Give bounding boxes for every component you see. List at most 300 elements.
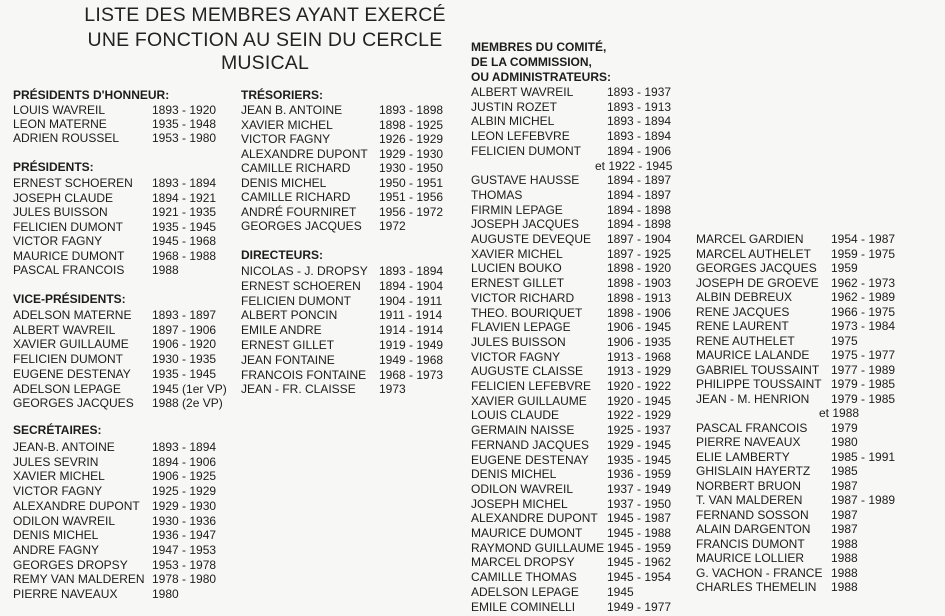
member-name: ALBERT PONCIN bbox=[241, 308, 338, 323]
member-row bbox=[13, 469, 243, 484]
member-row bbox=[471, 144, 701, 159]
member-years: 1973 - 1984 bbox=[831, 319, 896, 333]
member-row bbox=[13, 220, 243, 235]
member-years: 1926 - 1929 bbox=[379, 132, 444, 146]
member-years: 1977 - 1989 bbox=[831, 362, 896, 377]
member-row bbox=[696, 566, 926, 581]
member-name: CAMILLE THOMAS bbox=[471, 570, 577, 585]
member-row bbox=[471, 526, 701, 541]
member-name: ALEXANDRE DUPONT bbox=[13, 498, 140, 513]
member-name: AUGUSTE CLAISSE bbox=[471, 364, 584, 379]
member-row bbox=[13, 396, 243, 411]
member-row bbox=[471, 203, 701, 218]
member-name: LOUIS CLAUDE bbox=[471, 408, 560, 423]
member-name: JUSTIN ROZET bbox=[471, 99, 557, 114]
member-name: ADELSON MATERNE bbox=[13, 308, 132, 322]
member-name: JOSEPH DE GROEVE bbox=[696, 275, 819, 290]
member-row bbox=[471, 173, 701, 188]
member-name: JULES BUISSON bbox=[471, 334, 566, 349]
member-years: 1925 - 1937 bbox=[607, 423, 672, 438]
member-row bbox=[241, 219, 471, 234]
member-name: REMY VAN MALDEREN bbox=[13, 572, 145, 587]
member-row bbox=[13, 499, 243, 514]
member-years: 1906 - 1920 bbox=[152, 337, 217, 352]
member-years: 1956 - 1972 bbox=[379, 204, 444, 219]
member-years: 1945 - 1954 bbox=[607, 570, 672, 585]
member-row bbox=[13, 484, 243, 499]
member-row bbox=[13, 455, 243, 470]
member-years: 1968 - 1988 bbox=[152, 248, 217, 263]
member-row bbox=[696, 377, 926, 392]
member-years: 1985 - 1991 bbox=[831, 449, 896, 464]
section-header-tresoriers: TRÉSORIERS: bbox=[241, 88, 324, 102]
member-name: XAVIER MICHEL bbox=[13, 469, 105, 484]
member-name: ERNEST GILLET bbox=[471, 276, 565, 291]
member-years: 1988 bbox=[152, 263, 179, 277]
member-name: FRANCOIS FONTAINE bbox=[241, 367, 367, 382]
member-years: 1906 - 1935 bbox=[607, 334, 672, 349]
member-years: 1893 - 1937 bbox=[607, 85, 672, 99]
member-years: 1893 - 1913 bbox=[607, 99, 672, 114]
member-years: 1906 - 1925 bbox=[152, 469, 217, 484]
member-name: JOSEPH JACQUES bbox=[471, 217, 580, 232]
member-name: ADELSON LEPAGE bbox=[13, 381, 121, 396]
member-name: XAVIER GUILLAUME bbox=[13, 337, 129, 352]
member-row bbox=[471, 100, 701, 115]
member-years: 1935 - 1945 bbox=[152, 219, 217, 234]
member-years: 1897 - 1904 bbox=[607, 232, 672, 246]
member-row bbox=[696, 522, 926, 537]
member-row bbox=[471, 364, 701, 379]
member-years: 1898 - 1920 bbox=[607, 261, 672, 276]
member-years: 1898 - 1913 bbox=[607, 290, 672, 305]
member-name: EUGENE DESTENAY bbox=[471, 452, 589, 467]
member-name: ANDRE FAGNY bbox=[13, 542, 100, 557]
member-years: 1930 - 1936 bbox=[152, 513, 217, 528]
member-row bbox=[13, 131, 243, 146]
member-row bbox=[696, 247, 926, 262]
member-years: 1897 - 1925 bbox=[607, 246, 672, 261]
member-years: 1966 - 1975 bbox=[831, 304, 896, 319]
member-name: JEAN-B. ANTOINE bbox=[13, 440, 115, 454]
member-years: 1894 - 1904 bbox=[379, 278, 444, 293]
member-row bbox=[471, 217, 701, 232]
member-name: NICOLAS - J. DROPSY bbox=[241, 264, 368, 278]
member-years: 1962 - 1973 bbox=[831, 275, 896, 290]
member-years: et 1988 bbox=[819, 406, 860, 420]
member-years: 1897 - 1906 bbox=[152, 322, 217, 337]
comite-header-line-1: MEMBRES DU COMITÉ, bbox=[471, 40, 607, 54]
section-header-presidents: PRÉSIDENTS: bbox=[13, 160, 94, 174]
member-name: FLAVIEN LEPAGE bbox=[471, 320, 571, 335]
member-name: JEAN FONTAINE bbox=[241, 352, 335, 367]
comite-header-line-3: OU ADMINISTRATEURS: bbox=[471, 70, 611, 84]
member-years: 1945 - 1962 bbox=[607, 555, 672, 570]
member-years: 1979 - 1985 bbox=[831, 391, 896, 406]
member-row bbox=[13, 205, 243, 220]
member-name: ERNEST SCHOEREN bbox=[241, 278, 361, 293]
member-row bbox=[696, 261, 926, 276]
title-line-1: LISTE DES MEMBRES AYANT EXERCÉ bbox=[84, 4, 446, 26]
member-years: 1949 - 1977 bbox=[607, 599, 672, 614]
member-years: 1980 bbox=[152, 587, 179, 601]
member-years: 1930 - 1950 bbox=[379, 161, 444, 175]
member-years: 1945 - 1987 bbox=[607, 511, 672, 526]
member-years: 1913 - 1929 bbox=[607, 364, 672, 379]
member-name: XAVIER GUILLAUME bbox=[471, 393, 587, 408]
member-years: 1953 - 1978 bbox=[152, 557, 217, 572]
member-row bbox=[471, 423, 701, 438]
member-row bbox=[471, 511, 701, 526]
member-row bbox=[241, 308, 471, 323]
member-row bbox=[471, 438, 701, 453]
member-years: 1894 - 1906 bbox=[607, 143, 672, 158]
member-row bbox=[13, 117, 243, 132]
member-row bbox=[13, 352, 243, 367]
member-row bbox=[696, 508, 926, 523]
member-years: 1937 - 1949 bbox=[607, 481, 672, 496]
member-row bbox=[696, 551, 926, 566]
member-years: 1893 - 1894 bbox=[379, 264, 444, 278]
member-row bbox=[696, 479, 926, 494]
member-name: VICTOR FAGNY bbox=[13, 484, 103, 499]
member-years: 1985 bbox=[831, 464, 858, 478]
member-years: 1972 bbox=[379, 219, 406, 233]
member-years: 1988 bbox=[831, 580, 858, 594]
section-header-directeurs: DIRECTEURS: bbox=[241, 248, 324, 262]
member-years: 1893 - 1894 bbox=[607, 114, 672, 129]
member-row bbox=[696, 493, 926, 508]
member-row bbox=[471, 261, 701, 276]
member-years: 1935 - 1945 bbox=[607, 452, 672, 467]
member-name: ALBERT WAVREIL bbox=[13, 322, 116, 337]
member-years: 1922 - 1929 bbox=[607, 408, 672, 423]
member-row bbox=[471, 247, 701, 262]
member-years: 1893 - 1894 bbox=[607, 129, 672, 144]
member-row bbox=[241, 294, 471, 309]
member-name: EUGENE DESTENAY bbox=[13, 366, 131, 381]
member-name: ADRIEN ROUSSEL bbox=[13, 131, 120, 146]
member-years: 1894 - 1897 bbox=[607, 173, 672, 188]
member-years: 1962 - 1989 bbox=[831, 290, 896, 304]
member-years: 1978 - 1980 bbox=[152, 572, 217, 587]
member-row bbox=[471, 291, 701, 306]
member-row bbox=[471, 379, 701, 394]
member-name: CHARLES THEMELIN bbox=[696, 580, 817, 594]
member-name: AUGUSTE DEVEQUE bbox=[471, 232, 592, 246]
member-name: FELICIEN DUMONT bbox=[241, 293, 352, 308]
member-years: 1988 bbox=[831, 536, 858, 551]
member-row bbox=[241, 132, 471, 147]
member-years: 1953 - 1980 bbox=[152, 131, 217, 146]
member-row bbox=[471, 306, 701, 321]
member-years: 1949 - 1968 bbox=[379, 352, 444, 367]
member-years: 1929 - 1945 bbox=[607, 437, 672, 452]
member-years: 1898 - 1925 bbox=[379, 117, 444, 132]
member-years: 1894 - 1906 bbox=[152, 454, 217, 469]
member-name: ELIE LAMBERTY bbox=[696, 449, 790, 464]
member-name: FERNAND JACQUES bbox=[471, 437, 590, 452]
member-name: PASCAL FRANCOIS bbox=[696, 420, 808, 435]
member-name: DENIS MICHEL bbox=[471, 467, 557, 482]
member-years: 1920 - 1922 bbox=[607, 379, 672, 393]
member-name: FRANCIS DUMONT bbox=[696, 536, 805, 551]
member-years: 1914 - 1914 bbox=[379, 323, 444, 338]
member-years: 1893 - 1897 bbox=[152, 308, 217, 322]
member-row bbox=[13, 440, 243, 455]
member-years: 1911 - 1914 bbox=[379, 308, 443, 323]
member-row bbox=[241, 118, 471, 133]
member-row bbox=[241, 161, 471, 176]
member-name: ODILON WAVREIL bbox=[13, 513, 116, 528]
member-row bbox=[471, 350, 701, 365]
member-name: JEAN - FR. CLAISSE bbox=[241, 382, 356, 397]
member-years: 1987 bbox=[831, 478, 858, 493]
member-years: 1954 - 1987 bbox=[831, 232, 896, 246]
member-years: 1987 bbox=[831, 507, 858, 522]
member-name: PHILIPPE TOUSSAINT bbox=[696, 377, 822, 391]
member-name: ALEXANDRE DUPONT bbox=[241, 146, 368, 161]
member-row bbox=[471, 320, 701, 335]
member-row bbox=[13, 191, 243, 206]
member-years: 1945 bbox=[607, 584, 634, 599]
member-row bbox=[696, 537, 926, 552]
member-row bbox=[471, 541, 701, 556]
member-row bbox=[471, 453, 701, 468]
member-name: MAURICE LALANDE bbox=[696, 348, 810, 362]
comite-header-line-2: DE LA COMMISSION, bbox=[471, 55, 592, 69]
member-name: GABRIEL TOUSSAINT bbox=[696, 362, 820, 377]
member-name: MARCEL DROPSY bbox=[471, 555, 575, 570]
member-years: 1936 - 1947 bbox=[152, 528, 217, 543]
member-years: 1898 - 1903 bbox=[607, 276, 672, 291]
member-row bbox=[13, 249, 243, 264]
member-row bbox=[13, 337, 243, 352]
member-row bbox=[696, 406, 926, 421]
member-row bbox=[13, 587, 243, 602]
member-row bbox=[696, 363, 926, 378]
member-row bbox=[696, 290, 926, 305]
member-name: GERMAIN NAISSE bbox=[471, 423, 575, 438]
member-name: XAVIER MICHEL bbox=[471, 246, 563, 261]
member-name: FERNAND SOSSON bbox=[696, 507, 809, 522]
member-row bbox=[471, 85, 701, 100]
member-name: PIERRE NAVEAUX bbox=[13, 587, 118, 601]
member-name: MAURICE DUMONT bbox=[13, 248, 125, 263]
member-row bbox=[13, 572, 243, 587]
title-line-2: UNE FONCTION AU SEIN DU CERCLE MUSICAL bbox=[87, 29, 443, 74]
member-row bbox=[471, 585, 701, 600]
member-row bbox=[696, 450, 926, 465]
member-name: JEAN B. ANTOINE bbox=[241, 103, 343, 117]
member-row bbox=[241, 323, 471, 338]
member-name: ALAIN DARGENTON bbox=[696, 522, 811, 536]
member-row bbox=[13, 234, 243, 249]
member-name: GEORGES DROPSY bbox=[13, 557, 128, 572]
member-name: ERNEST GILLET bbox=[241, 338, 335, 352]
member-name: CAMILLE RICHARD bbox=[241, 161, 351, 175]
member-name: DENIS MICHEL bbox=[13, 528, 99, 543]
member-years: 1935 - 1945 bbox=[152, 366, 217, 381]
member-row bbox=[696, 276, 926, 291]
member-row bbox=[241, 382, 471, 397]
member-row bbox=[241, 103, 471, 118]
member-years: 1987 bbox=[831, 522, 858, 536]
member-years: 1920 - 1945 bbox=[607, 393, 672, 408]
member-years: 1893 - 1894 bbox=[152, 440, 217, 454]
member-name: MAURICE LOLLIER bbox=[696, 551, 805, 565]
member-name: JULES SEVRIN bbox=[13, 454, 99, 469]
member-years: 1937 - 1950 bbox=[607, 496, 672, 511]
member-years: 1893 - 1898 bbox=[379, 103, 444, 117]
member-name: DENIS MICHEL bbox=[241, 175, 327, 190]
member-name: EMILE COMINELLI bbox=[471, 599, 576, 614]
member-name: FELICIEN DUMONT bbox=[13, 352, 124, 367]
member-name: RENE JACQUES bbox=[696, 304, 790, 319]
member-name: LEON LEFEBVRE bbox=[471, 129, 570, 144]
member-years: 1921 - 1935 bbox=[152, 205, 217, 219]
member-row bbox=[13, 558, 243, 573]
member-name: LEON MATERNE bbox=[13, 117, 107, 132]
member-row bbox=[696, 319, 926, 334]
member-name: RENE AUTHELET bbox=[696, 333, 795, 348]
member-years: et 1922 - 1945 bbox=[595, 158, 673, 173]
member-row bbox=[13, 103, 243, 118]
member-row bbox=[696, 421, 926, 436]
member-row bbox=[13, 323, 243, 338]
member-name: FIRMIN LEPAGE bbox=[471, 202, 563, 217]
member-years: 1893 - 1920 bbox=[152, 103, 217, 117]
member-years: 1930 - 1935 bbox=[152, 352, 217, 367]
member-name: ALBIN MICHEL bbox=[471, 114, 555, 129]
member-years: 1894 - 1898 bbox=[607, 217, 672, 232]
member-row bbox=[471, 394, 701, 409]
member-name: JOSEPH CLAUDE bbox=[13, 190, 114, 205]
member-row bbox=[471, 276, 701, 291]
member-name: VICTOR FAGNY bbox=[241, 132, 331, 146]
member-name: PIERRE NAVEAUX bbox=[696, 435, 801, 449]
member-years: 1988 (2e VP) bbox=[152, 396, 223, 411]
member-row bbox=[696, 392, 926, 407]
member-name: GEORGES JACQUES bbox=[241, 219, 362, 233]
member-name: VICTOR FAGNY bbox=[471, 349, 561, 364]
member-name: MARCEL AUTHELET bbox=[696, 246, 811, 261]
member-years: 1945 - 1959 bbox=[607, 540, 672, 555]
member-row bbox=[471, 555, 701, 570]
member-years: 1975 - 1977 bbox=[831, 348, 896, 362]
member-name: GHISLAIN HAYERTZ bbox=[696, 464, 811, 478]
member-row bbox=[13, 367, 243, 382]
member-name: FELICIEN LEFEBVRE bbox=[471, 379, 592, 393]
section-header-secretaires: SECRÉTAIRES: bbox=[13, 423, 102, 437]
member-row bbox=[241, 368, 471, 383]
member-years: 1987 - 1989 bbox=[831, 493, 896, 507]
member-years: 1925 - 1929 bbox=[152, 484, 217, 499]
member-years: 1975 bbox=[831, 333, 858, 348]
member-row bbox=[696, 464, 926, 479]
member-years: 1898 - 1906 bbox=[607, 305, 672, 320]
member-years: 1947 - 1953 bbox=[152, 542, 217, 557]
member-row bbox=[13, 528, 243, 543]
member-years: 1893 - 1894 bbox=[152, 176, 217, 190]
member-row bbox=[471, 467, 701, 482]
member-years: 1894 - 1921 bbox=[152, 190, 217, 205]
member-years: 1929 - 1930 bbox=[379, 146, 444, 161]
member-name: GUSTAVE HAUSSE bbox=[471, 173, 580, 188]
member-row bbox=[471, 159, 701, 174]
member-name: FELICIEN DUMONT bbox=[471, 143, 582, 158]
member-name: PASCAL FRANCOIS bbox=[13, 263, 125, 277]
section-header-vice-presidents: VICE-PRÉSIDENTS: bbox=[13, 292, 126, 306]
member-row bbox=[696, 435, 926, 450]
member-row bbox=[241, 205, 471, 220]
member-name: JOSEPH MICHEL bbox=[471, 496, 568, 511]
member-years: 1950 - 1951 bbox=[379, 175, 444, 190]
member-row bbox=[471, 129, 701, 144]
member-name: GEORGES JACQUES bbox=[696, 261, 817, 275]
section-header-presidents-honneur: PRÉSIDENTS D'HONNEUR: bbox=[13, 88, 170, 102]
member-years: 1968 - 1973 bbox=[379, 367, 444, 382]
member-row bbox=[471, 188, 701, 203]
member-years: 1973 bbox=[379, 382, 406, 397]
member-years: 1894 - 1898 bbox=[607, 202, 672, 217]
member-name: VICTOR RICHARD bbox=[471, 290, 575, 305]
member-name: EMILE ANDRE bbox=[241, 323, 322, 338]
member-name: ADELSON LEPAGE bbox=[471, 584, 579, 599]
member-row bbox=[471, 482, 701, 497]
member-years: 1913 - 1968 bbox=[607, 349, 672, 364]
member-row bbox=[13, 308, 243, 323]
member-row bbox=[696, 348, 926, 363]
member-name: ANDRÉ FOURNIRET bbox=[241, 204, 357, 219]
member-name: JEAN - M. HENRION bbox=[696, 391, 810, 406]
member-name: VICTOR FAGNY bbox=[13, 234, 103, 248]
member-name: LUCIEN BOUKO bbox=[471, 261, 562, 276]
member-name: JULES BUISSON bbox=[13, 205, 108, 219]
member-name: THEO. BOURIQUET bbox=[471, 305, 583, 320]
member-years: 1894 - 1897 bbox=[607, 187, 672, 202]
member-name: ERNEST SCHOEREN bbox=[13, 176, 133, 190]
member-years: 1980 bbox=[831, 435, 858, 449]
member-row bbox=[13, 382, 243, 397]
member-row bbox=[471, 114, 701, 129]
member-row bbox=[241, 279, 471, 294]
member-row bbox=[241, 353, 471, 368]
member-years: 1979 bbox=[831, 420, 858, 435]
member-row bbox=[241, 338, 471, 353]
member-years: 1945 (1er VP) bbox=[152, 381, 227, 396]
member-row bbox=[241, 147, 471, 162]
member-years: 1945 - 1968 bbox=[152, 234, 217, 248]
member-row bbox=[471, 335, 701, 350]
member-row bbox=[13, 263, 243, 278]
member-years: 1906 - 1945 bbox=[607, 320, 672, 335]
member-years: 1936 - 1959 bbox=[607, 467, 672, 482]
member-row bbox=[696, 580, 926, 595]
member-row bbox=[471, 600, 701, 615]
member-years: 1945 - 1988 bbox=[607, 526, 672, 540]
member-name: MARCEL GARDIEN bbox=[696, 232, 804, 246]
member-row bbox=[241, 190, 471, 205]
member-name: CAMILLE RICHARD bbox=[241, 190, 351, 204]
member-name: FELICIEN DUMONT bbox=[13, 219, 124, 234]
member-row bbox=[696, 305, 926, 320]
member-row bbox=[471, 408, 701, 423]
member-row bbox=[241, 176, 471, 191]
member-name: ALEXANDRE DUPONT bbox=[471, 511, 598, 526]
member-years: 1929 - 1930 bbox=[152, 498, 217, 513]
member-row bbox=[471, 497, 701, 512]
